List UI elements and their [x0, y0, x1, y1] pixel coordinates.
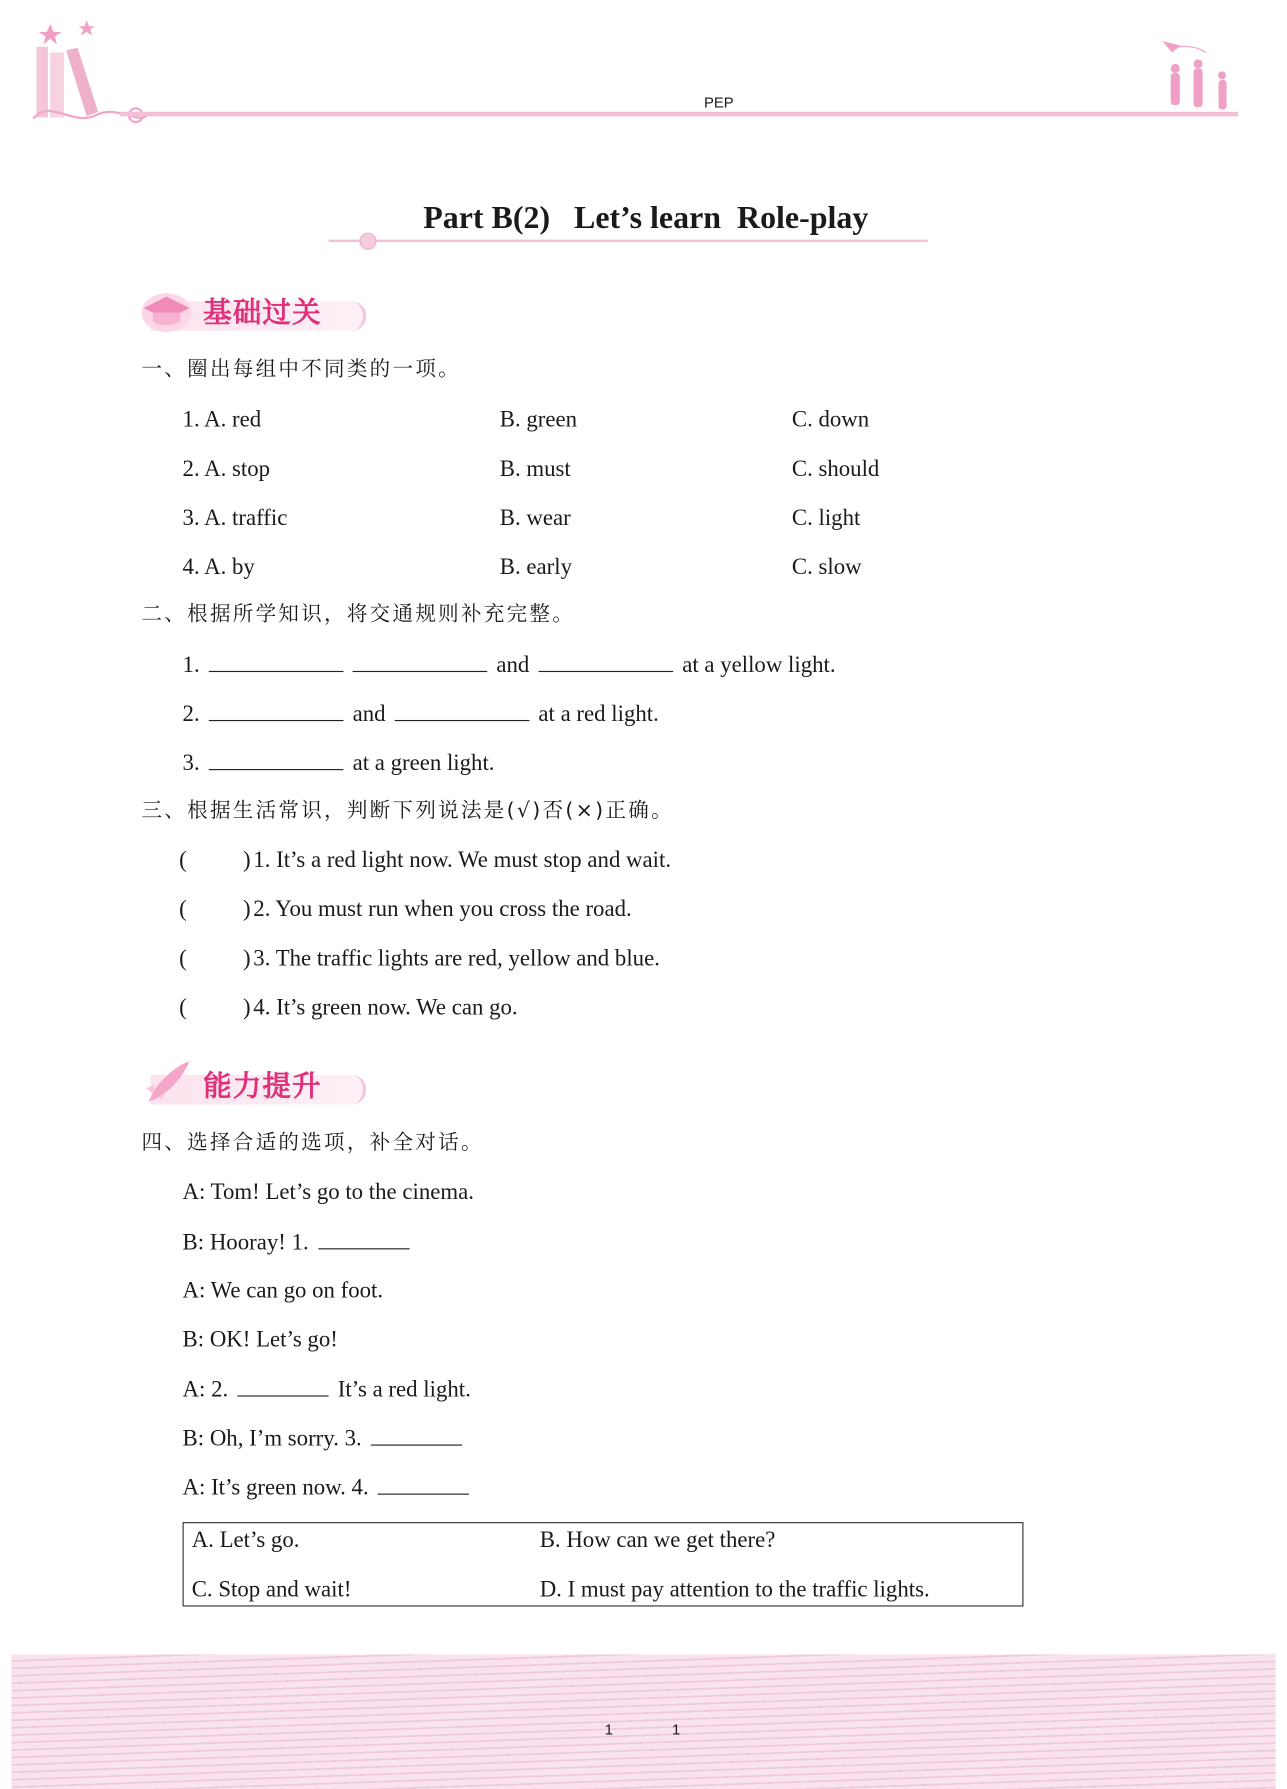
answer-option: B. How can we get there? — [539, 1527, 776, 1553]
fill-in-item — [178, 650, 840, 679]
section-banner-improve — [139, 1059, 365, 1107]
choice-option[interactable]: 1. A. red — [182, 407, 262, 433]
text-segment: 3. — [182, 750, 200, 776]
choice-option[interactable]: B. must — [499, 456, 571, 482]
choice-option[interactable]: C. down — [791, 407, 870, 433]
answer-paren[interactable]: ( — [179, 994, 187, 1021]
title-dot-icon — [359, 233, 376, 250]
rocket-icon — [139, 1059, 196, 1107]
answer-paren[interactable]: ( — [179, 896, 187, 922]
judge-statement: 1. It’s a red light now. We must stop and wait. — [253, 847, 672, 873]
answer-paren: ) — [243, 994, 251, 1021]
answer-blank[interactable] — [209, 748, 344, 770]
judge-statement: 2. You must run when you cross the road. — [253, 896, 632, 922]
dialogue-line — [178, 1326, 342, 1353]
question-heading: 三、根据生活常识，判断下列说法是(√)否(×)正确。 — [141, 798, 674, 823]
books-flourish-icon — [27, 18, 153, 138]
answer-option: C. Stop and wait! — [191, 1576, 352, 1602]
section-title: 基础过关 — [203, 295, 322, 329]
header-rule — [120, 112, 1238, 117]
answer-blank[interactable] — [237, 1375, 328, 1397]
text-segment: at a green light. — [352, 750, 495, 776]
choice-option[interactable]: C. slow — [791, 554, 862, 580]
page-title: Part B(2) Let’s learn Role-play — [423, 200, 869, 237]
text-segment: at a red light. — [538, 701, 659, 727]
judge-statement: 3. The traffic lights are red, yellow and blue. — [253, 945, 660, 971]
graduation-cap-icon — [139, 285, 196, 333]
dialogue-line — [178, 1277, 388, 1304]
footer-band — [11, 1654, 1275, 1789]
dialogue-line — [178, 1473, 474, 1502]
text-segment: A: 2. — [182, 1377, 229, 1403]
choice-option[interactable]: 4. A. by — [182, 554, 255, 580]
text-segment: A: We can go on foot. — [182, 1277, 384, 1304]
text-segment: A: It’s green now. 4. — [182, 1475, 369, 1501]
text-segment: A: Tom! Let’s go to the cinema. — [182, 1179, 474, 1205]
answer-blank[interactable] — [371, 1424, 462, 1446]
answer-blank[interactable] — [538, 650, 673, 672]
dialogue-line — [178, 1375, 475, 1404]
choice-option[interactable]: 2. A. stop — [182, 456, 271, 482]
answer-blank[interactable] — [209, 650, 344, 672]
choice-option[interactable]: 3. A. traffic — [182, 505, 288, 531]
question-heading: 四、选择合适的选项，补全对话。 — [141, 1130, 484, 1155]
answer-blank[interactable] — [318, 1228, 409, 1250]
answer-paren: ) — [243, 896, 251, 922]
text-segment: and — [352, 701, 386, 727]
fill-in-item — [178, 748, 499, 777]
section-title: 能力提升 — [203, 1069, 322, 1103]
children-kite-icon — [1158, 37, 1240, 117]
section-banner-basics — [139, 285, 365, 333]
judge-statement: 4. It’s green now. We can go. — [253, 994, 518, 1021]
choice-option[interactable]: B. early — [499, 554, 572, 580]
question-heading: 二、根据所学知识，将交通规则补充完整。 — [141, 602, 576, 627]
text-segment: at a yellow light. — [682, 652, 836, 678]
answer-option: D. I must pay attention to the traffic lights. — [539, 1576, 930, 1602]
text-segment: B: Hooray! 1. — [182, 1229, 309, 1256]
choice-option[interactable]: B. green — [499, 407, 578, 433]
title-underline — [329, 240, 928, 242]
answer-paren: ) — [243, 945, 251, 971]
question-heading: 一、圈出每组中不同类的一项。 — [141, 357, 461, 382]
answer-option: A. Let’s go. — [191, 1527, 300, 1553]
choice-option[interactable]: C. should — [791, 456, 880, 482]
choice-option[interactable]: B. wear — [499, 505, 571, 531]
answer-blank[interactable] — [353, 650, 488, 672]
page-number: 1 — [604, 1720, 613, 1738]
text-segment: B: Oh, I’m sorry. 3. — [182, 1426, 362, 1452]
text-segment: B: OK! Let’s go! — [182, 1326, 338, 1353]
text-segment: 1. — [182, 652, 200, 678]
answer-blank[interactable] — [378, 1473, 469, 1495]
choice-option[interactable]: C. light — [791, 505, 861, 531]
answer-paren[interactable]: ( — [179, 945, 187, 971]
answer-paren: ) — [243, 847, 251, 873]
answer-paren[interactable]: ( — [179, 847, 187, 873]
fill-in-item — [178, 699, 663, 728]
text-segment: and — [496, 652, 530, 678]
page-number: 1 — [672, 1720, 681, 1738]
header-label: PEP — [703, 93, 734, 111]
dialogue-line — [178, 1179, 479, 1206]
text-segment: It’s a red light. — [337, 1377, 471, 1403]
answer-blank[interactable] — [209, 699, 344, 721]
text-segment: 2. — [182, 701, 200, 727]
dialogue-line — [178, 1228, 414, 1257]
answer-blank[interactable] — [395, 699, 530, 721]
dialogue-line — [178, 1424, 467, 1453]
